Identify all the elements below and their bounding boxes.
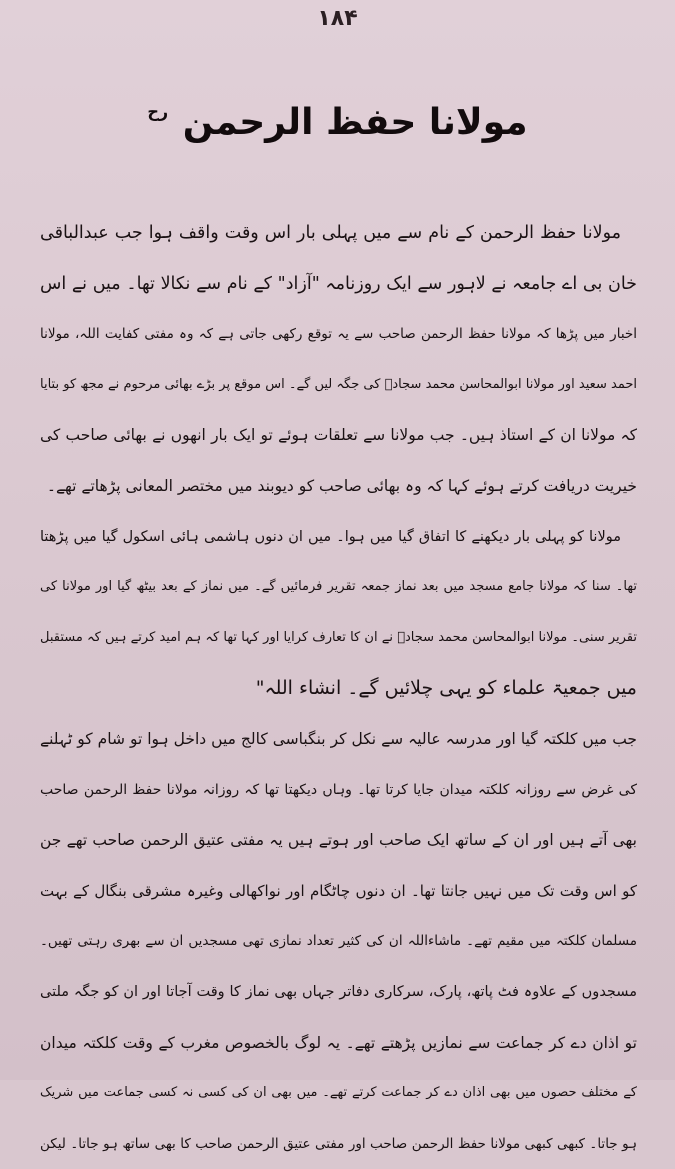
text-line: ہو جاتا۔ کبھی کبھی مولانا حفظ الرحمن صاحب اور مفتی عتیق الرحمن صاحب کا بھی ساتھ ہو جاتا۔ لیکن [40,1135,637,1152]
text-line: مولانا حفظ الرحمن کے نام سے میں پہلی بار اس وقت واقف ہوا جب عبدالباقی [40,223,621,243]
text-line: کہ مولانا ان کے استاذ ہیں۔ جب مولانا سے تعلقات ہوئے تو ایک بار انھوں نے بھائی صاحب کی [40,426,637,445]
text-line: تھا۔ سنا کہ مولانا جامع مسجد میں بعد نماز جمعہ تقریر فرمائیں گے۔ میں نماز کے بعد بیٹھ گیا اور مولانا کی [40,579,637,595]
title-wrap [0,102,675,143]
body-text [40,208,637,1169]
text-line: تقریر سنی۔ مولانا ابوالمحاسن محمد سجادؒ نے ان کا تعارف کرایا اور کہا تھا کہ ہم امید کرتے ہیں کہ مستقبل [40,629,637,645]
text-line: مسلمان کلکتہ میں مقیم تھے۔ ماشاءاللہ ان کی کثیر تعداد نمازی تھی مسجدیں ان سے بھری رہتی تھیں۔ [40,933,637,950]
text-line: میں جمعیۃ علماء کو یہی چلائیں گے۔ انشاء اللہ" [255,677,637,700]
title-honorific: رح [147,102,169,121]
text-line: مسجدوں کے علاوہ فٹ پاتھ، پارک، سرکاری دفاتر جہاں بھی نماز کا وقت آجاتا اور ان کو جگہ ملتی [40,983,637,1000]
text-line: تو اذان دے کر جماعت سے نمازیں پڑھتے تھے۔ یہ لوگ بالخصوص مغرب کے وقت کلکتہ میدان [40,1033,637,1052]
text-line: کے مختلف حصوں میں بھی اذان دے کر جماعت کرتے تھے۔ میں بھی ان کی کسی نہ کسی جماعت میں شریک [40,1085,637,1101]
text-line: اخبار میں پڑھا کہ مولانا حفظ الرحمن صاحب سے یہ توقع رکھی جاتی ہے کہ وہ مفتی کفایت اللہ، مولانا [40,326,637,343]
text-line: کی غرض سے روزانہ کلکتہ میدان جایا کرتا تھا۔ وہاں دیکھتا تھا کہ روزانہ مولانا حفظ الرحمن صاحب [40,781,637,798]
chapter-title [147,102,527,143]
chapter-title-text: مولانا حفظ الرحمن [182,102,528,143]
page-number: ۱۸۴ [317,6,358,31]
text-line: مولانا کو پہلی بار دیکھنے کا اتفاق گیا میں ہوا۔ میں ان دنوں ہاشمی ہائی اسکول گیا میں پڑھتا [40,528,621,545]
text-line: خان بی اے جامعہ نے لاہور سے ایک روزنامہ "آزاد" کے نام سے نکالا تھا۔ میں نے اس [40,273,637,294]
text-line: خیریت دریافت کرتے ہوئے کہا کہ وہ بھائی صاحب کو دیوبند میں مختصر المعانی پڑھاتے تھے۔ [46,476,637,495]
text-line: کو اس وقت تک میں نہیں جانتا تھا۔ ان دنوں چاٹگام اور نواکھالی وغیرہ مشرقی بنگال کے بہت [40,881,637,900]
text-line: احمد سعید اور مولانا ابوالمحاسن محمد سجادؒ کی جگہ لیں گے۔ اس موقع پر بڑے بھائی مرحوم نے مجھ کو بتایا [40,376,637,392]
text-line: جب میں کلکتہ گیا اور مدرسہ عالیہ سے نکل کر بنگباسی کالج میں داخل ہوا تو شام کو ٹہلنے [40,729,637,748]
text-line: بھی آتے ہیں اور ان کے ساتھ ایک صاحب اور ہوتے ہیں یہ مفتی عتیق الرحمن صاحب تھے جن [40,831,637,850]
